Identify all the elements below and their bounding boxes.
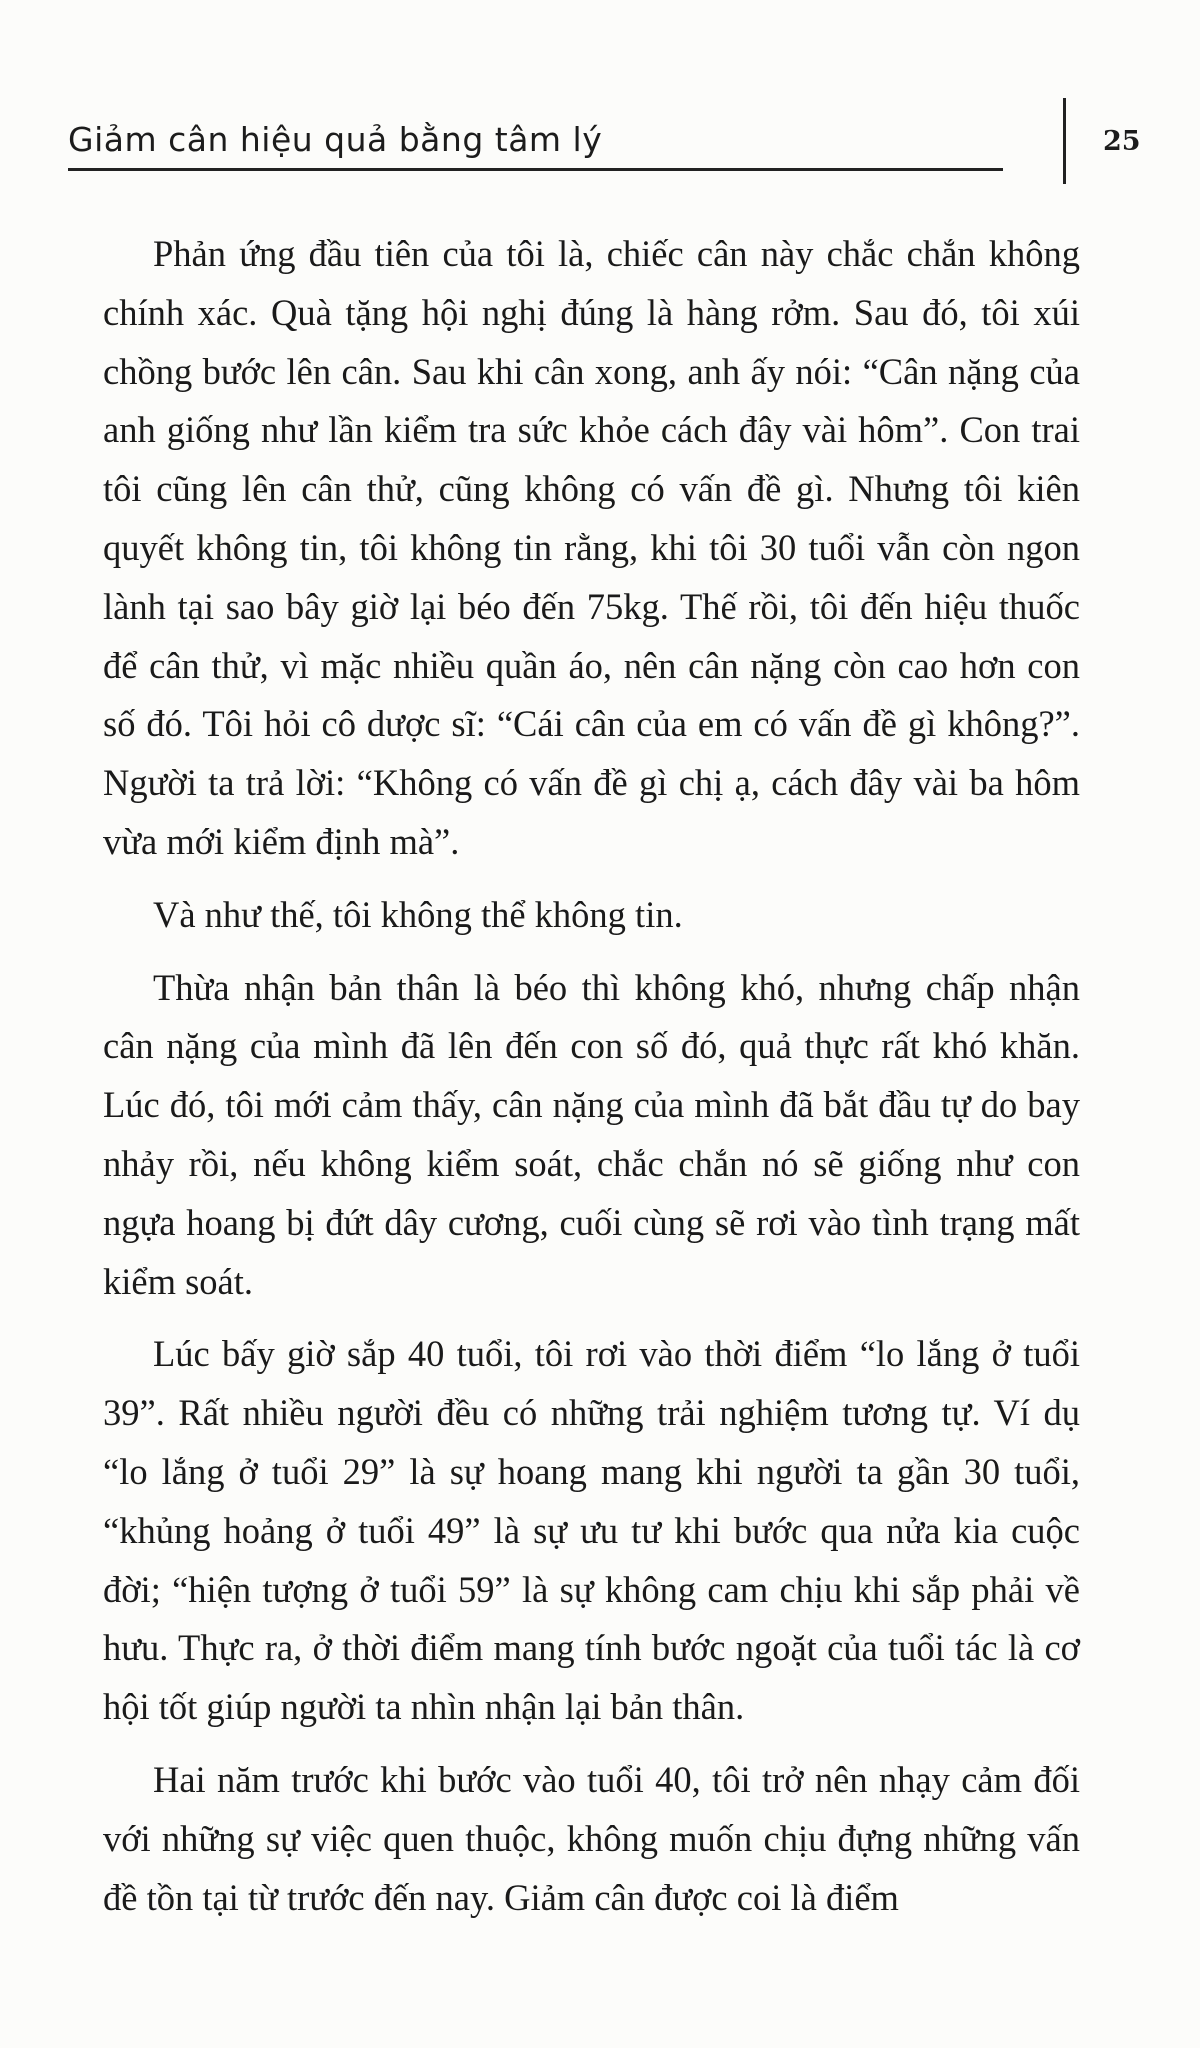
- paragraph: Và như thế, tôi không thể không tin.: [153, 893, 683, 935]
- page-number: 25: [1103, 126, 1141, 157]
- running-title: Giảm cân hiệu quả bằng tâm lý: [68, 120, 603, 159]
- header-underline: [68, 168, 1003, 171]
- header-vertical-rule: [1063, 98, 1066, 184]
- paragraph: Thừa nhận bản thân là béo thì không khó, nhưng chấp nhận cân nặng của mình đã lên đến con số đó, quả thực rất khó khăn. Lúc đó, tôi mới cảm thấy, cân nặng của mình đã bắt đầu tự do bay nhảy rồi, nếu không kiểm soát, chắc chắn nó sẽ giống như con ngựa hoang bị đứt dây cương, cuối cùng sẽ rơi vào tình trạng mất kiểm soát.: [103, 966, 1080, 1302]
- body-text: [103, 225, 1080, 1941]
- paragraph: Hai năm trước khi bước vào tuổi 40, tôi trở nên nhạy cảm đối với những sự việc quen thuộc, không muốn chịu đựng những vấn đề tồn tại từ trước đến nay. Giảm cân được coi là điểm: [103, 1758, 1080, 1918]
- paragraph: Phản ứng đầu tiên của tôi là, chiếc cân này chắc chắn không chính xác. Quà tặng hội nghị đúng là hàng rởm. Sau đó, tôi xúi chồng bước lên cân. Sau khi cân xong, anh ấy nói: “Cân nặng của anh giống như lần kiểm tra sức khỏe cách đây vài hôm”. Con trai tôi cũng lên cân thử, cũng không có vấn đề gì. Nhưng tôi kiên quyết không tin, tôi không tin rằng, khi tôi 30 tuổi vẫn còn ngon lành tại sao bây giờ lại béo đến 75kg. Thế rồi, tôi đến hiệu thuốc để cân thử, vì mặc nhiều quần áo, nên cân nặng còn cao hơn con số đó. Tôi hỏi cô dược sĩ: “Cái cân của em có vấn đề gì không?”. Người ta trả lời: “Không có vấn đề gì chị ạ, cách đây vài ba hôm vừa mới kiểm định mà”.: [103, 233, 1080, 862]
- page-header: [68, 112, 1148, 192]
- paragraph: Lúc bấy giờ sắp 40 tuổi, tôi rơi vào thời điểm “lo lắng ở tuổi 39”. Rất nhiều người đều có những trải nghiệm tương tự. Ví dụ “lo lắng ở tuổi 29” là sự hoang mang khi người ta gần 30 tuổi, “khủng hoảng ở tuổi 49” là sự ưu tư khi bước qua nửa kia cuộc đời; “hiện tượng ở tuổi 59” là sự không cam chịu khi sắp phải về hưu. Thực ra, ở thời điểm mang tính bước ngoặt của tuổi tác là cơ hội tốt giúp người ta nhìn nhận lại bản thân.: [103, 1333, 1080, 1728]
